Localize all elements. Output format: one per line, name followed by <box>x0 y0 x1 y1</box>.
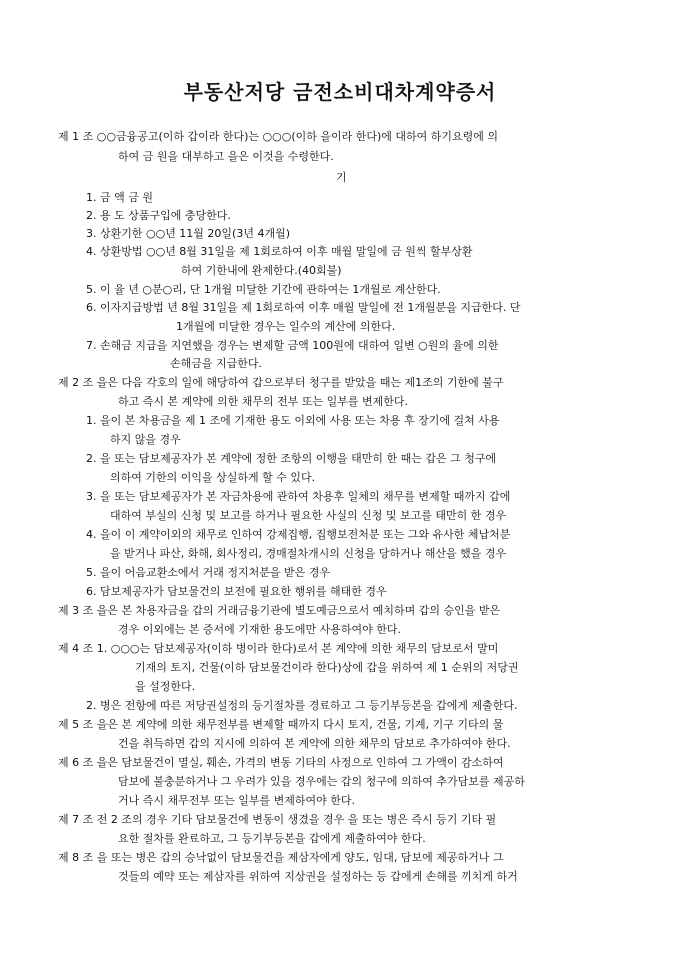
text-line: 하여 금 원을 대부하고 을은 이것을 수령한다. <box>118 150 334 163</box>
text-line: 5. 을이 어음교환소에서 거래 정지처분을 받은 경우 <box>86 566 330 579</box>
text-line: 7. 손해금 지급을 지연했을 경우는 변제할 금액 100원에 대하여 일변 ○원의 율에 의한 <box>86 339 499 352</box>
text-line: 4. 상환방법 ○○년 8월 31일을 제 1회로하여 이후 매월 말일에 금 원씩 할부상환 <box>86 245 473 258</box>
text-line: 담보에 불충분하거나 그 우려가 있을 경우에는 갑의 청구에 의하여 추가담보를 제공하 <box>118 775 525 788</box>
text-line: 2. 을 또는 담보제공자가 본 계약에 정한 조항의 이행을 태만히 한 때는 갑은 그 청구에 <box>86 452 497 465</box>
text-line: 하지 않을 경우 <box>110 433 181 446</box>
text-line: 제 5 조 을은 본 계약에 의한 채무전부를 변제할 때까지 다시 토지, 건물, 기계, 기구 기타의 물 <box>58 718 504 731</box>
text-line: 기재의 토지, 건물(이하 담보물건이라 한다)상에 갑을 위하여 제 1 순위의 저당권 <box>135 661 519 674</box>
text-line: 제 7 조 전 2 조의 경우 기타 담보물건에 변동이 생겼을 경우 을 또는 병은 즉시 등기 기타 필 <box>58 813 497 826</box>
text-line: 거나 즉시 채무전부 또는 일부를 변제하여야 한다. <box>118 794 355 807</box>
text-line: 것들의 예약 또는 제삼자를 위하여 지상권을 설정하는 등 갑에게 손해를 끼치게 하거 <box>118 870 518 883</box>
document-title: 부동산저당 금전소비대차계약증서 <box>183 80 497 104</box>
text-line: 1개월에 미달한 경우는 일수의 계산에 의한다. <box>176 320 396 333</box>
text-line: 제 2 조 을은 다음 각호의 일에 해당하여 갑으로부터 청구를 받았을 때는 제1조의 기한에 불구 <box>58 376 504 389</box>
text-line: 5. 이 율 년 ○분○리, 단 1개월 미달한 기간에 관하여는 1개월로 계산한다. <box>86 283 441 296</box>
text-line: 2. 용 도 상품구입에 충당한다. <box>86 209 231 222</box>
note-marker: 기 <box>336 171 347 184</box>
text-line: 대하여 부실의 신청 및 보고를 하거나 필요한 사실의 신청 및 보고를 태만히 한 경우 <box>110 509 507 522</box>
text-line: 경우 이외에는 본 증서에 기재한 용도에만 사용하여야 한다. <box>118 623 401 636</box>
text-line: 하여 기한내에 완제한다.(40회불) <box>181 264 342 277</box>
text-line: 하고 즉시 본 계약에 의한 채무의 전부 또는 일부를 변제한다. <box>118 395 408 408</box>
text-line: 3. 을 또는 담보제공자가 본 자금차용에 관하여 차용후 일체의 채무를 변제할 때까지 갑에 <box>86 490 511 503</box>
text-line: 을 설정한다. <box>135 680 196 693</box>
text-line: 6. 담보제공자가 담보물건의 보전에 필요한 행위를 해태한 경우 <box>86 585 387 598</box>
text-line: 손해금을 지급한다. <box>170 357 263 370</box>
text-line: 제 8 조 을 또는 병은 갑의 승낙없이 담보물건을 제삼자에게 양도, 임대, 담보에 제공하거나 그 <box>58 851 504 864</box>
text-line: 제 6 조 을은 담보물건이 멸실, 훼손, 가격의 변동 기타의 사정으로 인하여 그 가액이 감소하여 <box>58 756 504 769</box>
text-line: 제 3 조 을은 본 차용자금을 갑의 거래금융기관에 별도예금으로서 예치하며 갑의 승인을 받은 <box>58 604 501 617</box>
text-line: 1. 을이 본 차용금을 제 1 조에 기재한 용도 이외에 사용 또는 차용 후 장기에 걸쳐 사용 <box>86 414 500 427</box>
text-line: 4. 을이 이 계약이외의 채무로 인하여 강제집행, 집행보전처분 또는 그와 유사한 체납처분 <box>86 528 511 541</box>
text-line: 제 1 조 ○○금융공고(이하 갑이라 한다)는 ○○○(이하 을이라 한다)에 대하여 하기요령에 의 <box>58 130 499 143</box>
text-line: 의하여 기한의 이익을 상실하게 할 수 있다. <box>110 471 316 484</box>
text-line: 을 받거나 파산, 화해, 회사정리, 경매절차개시의 신청을 당하거나 해산을 했을 경우 <box>110 547 507 560</box>
text-line: 2. 병은 전항에 따른 저당권설정의 등기절차를 경료하고 그 등기부등본을 갑에게 제출한다. <box>86 699 518 712</box>
text-line: 1. 금 액 금 원 <box>86 191 153 204</box>
text-line: 3. 상환기한 ○○년 11월 20일(3년 4개월) <box>86 227 291 240</box>
text-line: 건을 취득하면 갑의 지시에 의하여 본 계약에 의한 채무의 담보로 추가하여야 한다. <box>118 737 511 750</box>
text-line: 요한 절차를 완료하고, 그 등기부등본을 갑에게 제출하여야 한다. <box>118 832 426 845</box>
text-line: 6. 이자지급방법 년 8월 31일을 제 1회로하여 이후 매월 말일에 전 1개월분을 지급한다. 단 <box>86 301 521 314</box>
text-line: 제 4 조 1. ○○○는 담보제공자(이하 병이라 한다)로서 본 계약에 의한 채무의 담보로서 말미 <box>58 642 499 655</box>
